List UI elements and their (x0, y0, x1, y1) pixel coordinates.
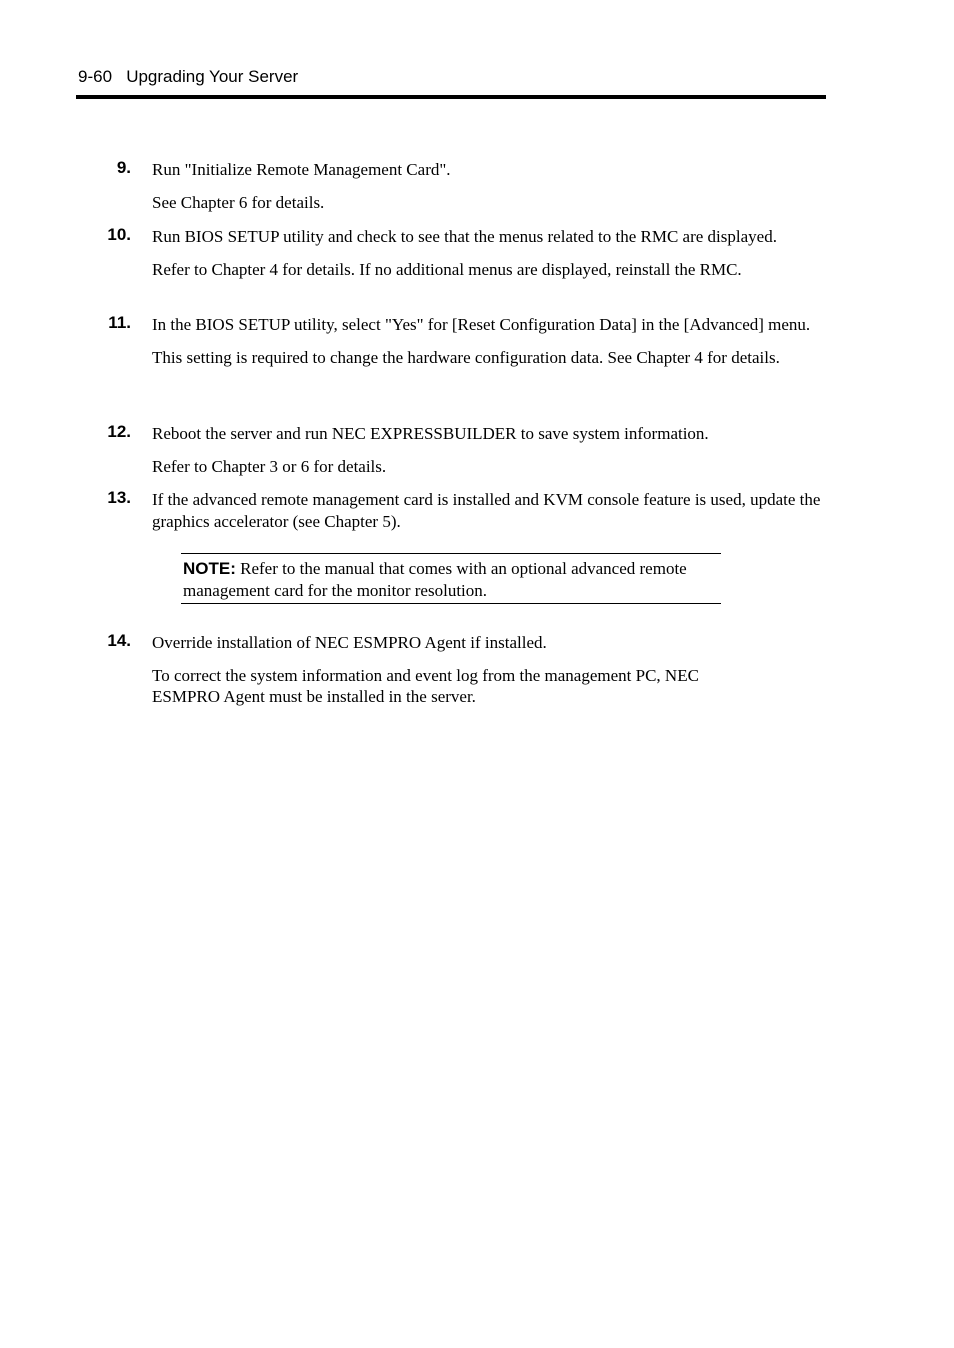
step-instruction: If the advanced remote management card is installed and KVM console feature is used, update the graphics accelerator (see Chapter 5). (152, 490, 821, 531)
step-body (152, 226, 824, 291)
step-number: 14. (107, 631, 131, 650)
step-instruction: Run BIOS SETUP utility and check to see that the menus related to the RMC are displayed. (152, 227, 777, 246)
note-content (183, 558, 721, 601)
step-detail: To correct the system information and event log from the management PC, NEC ESMPRO Agent must be installed in the server. (152, 665, 699, 706)
step-body (152, 423, 824, 488)
step-instruction: Reboot the server and run NEC EXPRESSBUILDER to save system information. (152, 424, 709, 443)
step-number: 11. (108, 313, 131, 332)
chapter-title: Upgrading Your Server (126, 67, 299, 86)
step-detail: Refer to Chapter 3 or 6 for details. (152, 456, 387, 476)
step-body (152, 314, 826, 379)
step-number: 13. (107, 488, 131, 507)
step-detail: Refer to Chapter 4 for details. If no additional menus are displayed, reinstall the RMC. (152, 259, 742, 279)
page-number: 9-60 (78, 67, 113, 86)
step-detail: See Chapter 6 for details. (152, 192, 325, 212)
step-number: 10. (107, 225, 131, 244)
note-text: Refer to the manual that comes with an optional advanced remote management card for the monitor resolution. (183, 559, 687, 600)
step-body (152, 489, 824, 543)
step-number: 12. (107, 422, 131, 441)
step-instruction: Override installation of NEC ESMPRO Agent if installed. (152, 633, 547, 652)
note-label: NOTE: (183, 559, 236, 578)
header-rule (76, 95, 826, 99)
page-header (78, 66, 826, 88)
step-detail: This setting is required to change the hardware configuration data. See Chapter 4 for details. (152, 347, 780, 367)
step-body (152, 159, 824, 224)
step-body (152, 632, 762, 719)
step-number: 9. (116, 158, 131, 177)
step-instruction: In the BIOS SETUP utility, select "Yes" for [Reset Configuration Data] in the [Advanced] menu. (152, 315, 811, 334)
step-instruction: Run "Initialize Remote Management Card". (152, 160, 451, 179)
note-box (181, 553, 721, 604)
